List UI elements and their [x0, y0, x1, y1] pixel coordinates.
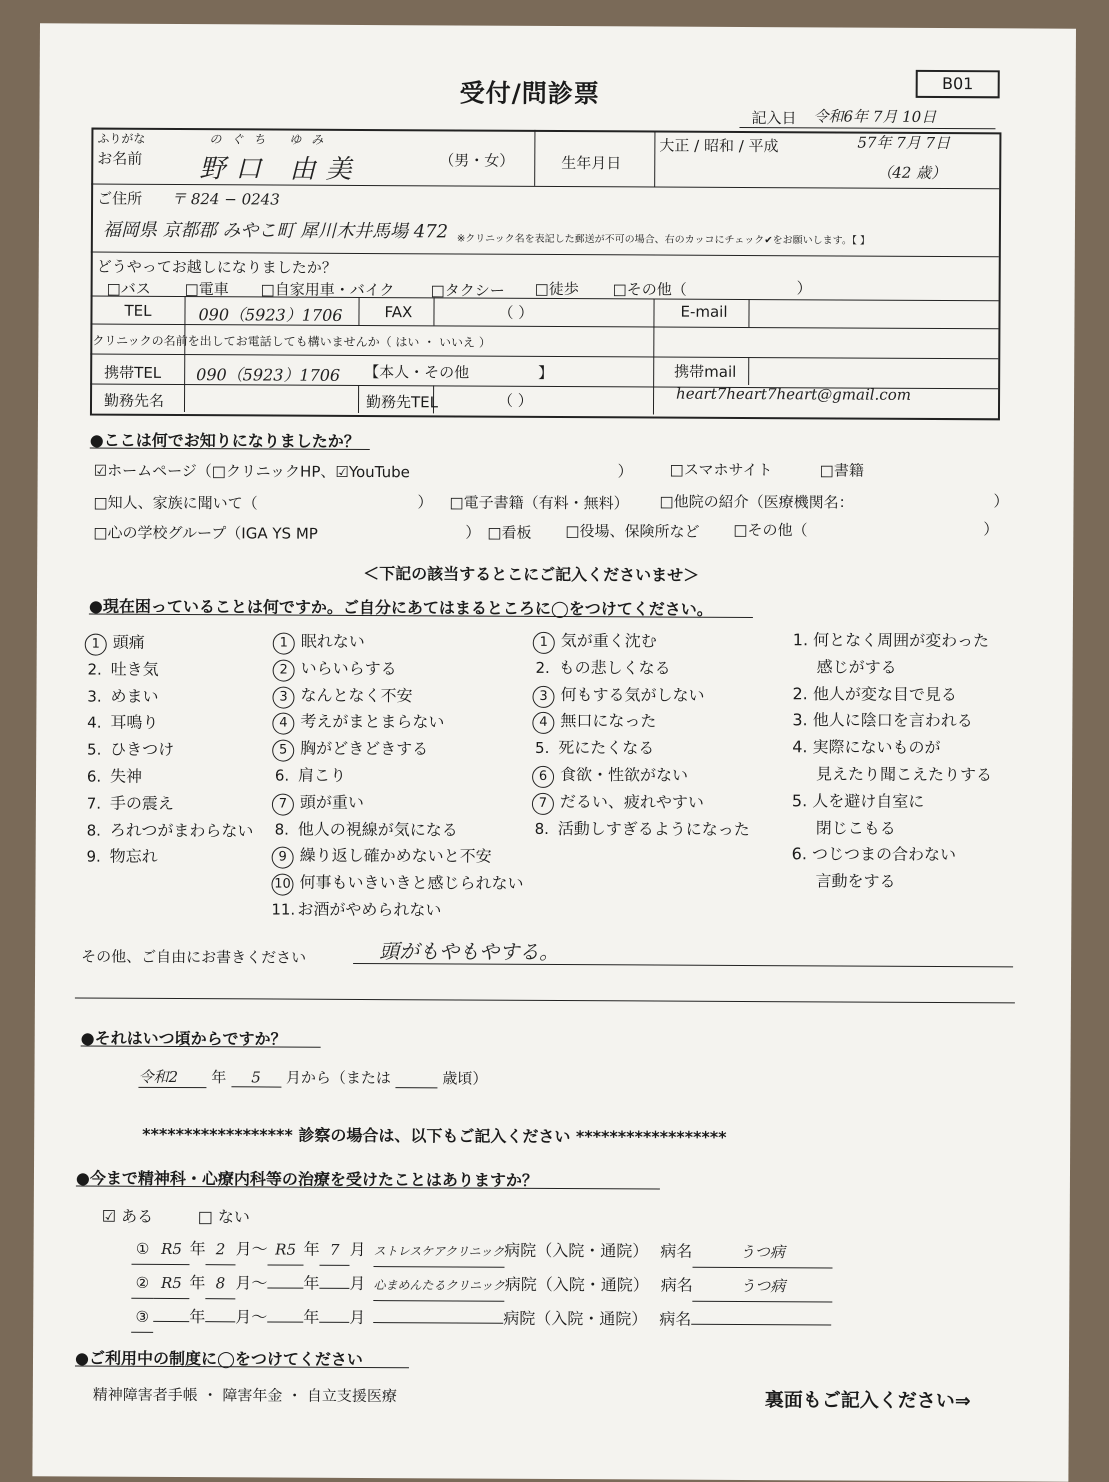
symptom-item[interactable] [272, 709, 524, 737]
symptom-number: 1 [273, 633, 295, 655]
furigana-label: ふりがな [97, 131, 146, 146]
treatment-dis[interactable]: うつ病 [692, 1237, 832, 1269]
symptom-number: 3 [272, 686, 294, 708]
entry-date: 令和6年 7月 10日 [813, 107, 937, 126]
symptom-label: 何もする気がしない [560, 684, 705, 705]
since-heading: ●それはいつ頃からですか？ [80, 1028, 287, 1049]
symptom-label: 頭痛 [112, 632, 145, 652]
symptom-label: もの悲しくなる [558, 657, 671, 678]
symptom-item[interactable] [532, 762, 750, 790]
treatment-no[interactable]: □ ない [197, 1207, 251, 1227]
symptom-label: だるい、疲れやすい [559, 791, 705, 812]
source-ebook[interactable]: □電子書籍（有料・無料） [449, 493, 629, 513]
source-school-group[interactable]: □心の学校グループ（IGA YS MP [93, 523, 318, 543]
symptom-number: 5 [272, 740, 294, 762]
tel-value: 090（5923）1706 [198, 305, 343, 325]
treatment-history-rows [131, 1234, 833, 1340]
transport-bus[interactable]: □バス [106, 279, 151, 298]
symptom-item[interactable]: 見えたり聞こえたりする [816, 764, 993, 785]
treatment-u-month: 月 [349, 1239, 366, 1260]
symptom-item[interactable] [84, 844, 254, 872]
birth-date: 57年 7月 7日 [857, 133, 951, 153]
fax-value: （ ） [498, 303, 534, 322]
treatment-u-month-from: 月〜 [235, 1239, 268, 1259]
symptom-label: 吐き気 [110, 659, 159, 679]
treatment-to-y[interactable] [267, 1321, 303, 1322]
treatment-hosp[interactable]: ストレスケアクリニック [374, 1236, 505, 1268]
symptom-number: 7 [532, 793, 554, 815]
symptom-label: 物忘れ [109, 847, 158, 867]
source-smartphone[interactable]: □スマホサイト [669, 460, 773, 480]
back-side-note: 裏面もご記入ください⇒ [764, 1389, 971, 1413]
symptoms-heading: ●現在困っていることは何ですか。ご自分にあてはまるところに◯をつけてください。 [88, 596, 713, 619]
symptom-label: いらいらする [300, 658, 397, 678]
symptom-number: 9. [86, 847, 101, 866]
call-permission: クリニックの名前を出してお電話しても構いませんか（ はい ・ いいえ ） [92, 333, 491, 350]
work-label: 勤務先名 [103, 391, 165, 410]
fax-label: FAX [384, 303, 413, 322]
treatment-row [131, 1234, 833, 1272]
symptom-item[interactable] [272, 762, 524, 790]
depression-symptoms-list [532, 628, 751, 844]
treatment-from-y[interactable]: R5 [154, 1234, 190, 1265]
transport-walk[interactable]: □徒歩 [534, 279, 579, 299]
symptom-item[interactable] [85, 656, 255, 684]
email-label: E-mail [680, 302, 728, 321]
source-school-group-close: ） [465, 523, 481, 542]
treatment-dis-label: 病名 [659, 1309, 692, 1329]
symptom-number: 5. [535, 739, 550, 758]
sex-field: （男・女） [439, 151, 515, 170]
symptom-item[interactable] [533, 628, 751, 656]
source-referral[interactable]: □他院の紹介（医療機関名： [659, 492, 854, 512]
symptom-number: 4 [272, 713, 294, 735]
symptom-item[interactable] [273, 655, 525, 683]
treatment-from-y[interactable]: R5 [153, 1268, 189, 1299]
since-month: 5 [231, 1068, 281, 1087]
symptom-item[interactable] [84, 764, 254, 792]
symptom-label: 食欲・性欲がない [560, 765, 689, 785]
symptom-item[interactable] [85, 630, 255, 658]
symptom-label: 肩こり [298, 765, 347, 785]
symptom-number: 5. [87, 740, 102, 759]
symptom-label: めまい [110, 686, 159, 706]
symptom-item[interactable] [84, 683, 254, 711]
address-label: ご住所 [97, 189, 143, 208]
system-options[interactable]: 精神障害者手帳 ・ 障害年金 ・ 自立支援医療 [92, 1385, 397, 1406]
mobile-mail-label: 携帯mail [674, 362, 737, 381]
transport-train[interactable]: □電車 [184, 280, 229, 299]
symptom-item[interactable]: 言動をする [815, 871, 896, 891]
transport-car[interactable]: □自家用車・バイク [260, 280, 395, 300]
symptom-item[interactable]: 4. 実際にないものが [792, 737, 941, 758]
age-value: （42 歳） [877, 163, 947, 183]
treatment-from-m[interactable]: 8 [205, 1268, 235, 1299]
source-other[interactable]: □その他（ [733, 520, 808, 540]
treatment-u-year: 年 [303, 1273, 320, 1293]
symptom-number: 1 [85, 634, 107, 656]
symptom-item[interactable]: 3. 他人に陰口を言われる [792, 710, 973, 731]
source-acquaintance[interactable]: □知人、家族に聞いて（ [93, 493, 258, 513]
symptom-label: 他人の視線が気になる [297, 819, 458, 840]
since-era-year: 令和2 [138, 1066, 206, 1088]
symptom-number: 4 [532, 712, 554, 734]
symptom-item[interactable] [272, 736, 524, 764]
birth-era: 大正 / 昭和 / 平成 [659, 136, 779, 156]
perception-symptoms-list [791, 627, 992, 896]
symptom-item[interactable] [84, 737, 254, 765]
treatment-to-y[interactable]: R5 [268, 1234, 304, 1265]
symptom-label: お酒がやめられない [297, 899, 442, 920]
treatment-u-month: 月 [349, 1307, 366, 1328]
work-tel-label: 勤務先TEL [365, 393, 439, 412]
treatment-hosp-suffix: 病院 [504, 1240, 537, 1260]
symptom-item[interactable] [271, 896, 523, 924]
source-homepage[interactable]: ☑ホームページ（□クリニックHP、☑YouTube [93, 461, 410, 482]
symptom-number: 8. [274, 820, 289, 839]
treatment-hosp[interactable] [373, 1322, 503, 1324]
symptom-item[interactable] [272, 789, 524, 817]
symptom-item[interactable] [84, 710, 254, 738]
symptom-number: 3 [532, 685, 554, 707]
mobile-owner-close: 】 [538, 363, 554, 382]
symptom-item[interactable]: 感じがする [816, 657, 897, 677]
mobile-owner: 【本人・その他 [364, 362, 470, 382]
source-other-close: ） [983, 520, 999, 539]
other-free-value: 頭がもやもやする。 [379, 939, 560, 965]
fill-in-banner: ＜下記の該当するとこにご記入くださいませ＞ [363, 563, 700, 585]
address-note: ※クリニック名を表記した郵送が不可の場合、右のカッコにチェック✔をお願いします。【 】 [456, 233, 871, 247]
treatment-row [131, 1302, 833, 1340]
symptom-label: ひきつけ [110, 739, 175, 760]
treatment-to-m[interactable] [319, 1288, 349, 1289]
symptom-number: 10 [271, 874, 293, 896]
symptom-item[interactable] [84, 817, 254, 845]
symptom-label: 胸がどきどきする [300, 738, 429, 759]
source-government[interactable]: □役場、保険所など [565, 522, 700, 541]
symptom-number: 11. [271, 900, 296, 919]
postal-code: 〒 824 − 0243 [171, 189, 280, 209]
treatment-to-m[interactable]: 7 [320, 1235, 350, 1266]
symptom-label: ろれつがまわらない [109, 820, 254, 840]
treatment-u-month: 月 [349, 1273, 366, 1294]
symptom-number: 6 [532, 766, 554, 788]
treatment-to-m[interactable] [319, 1322, 349, 1323]
treatment-u-year: 年 [303, 1239, 320, 1259]
treatment-yes[interactable]: ☑ ある [101, 1206, 154, 1226]
name-value: 野口 由美 [199, 154, 362, 185]
symptom-number: 9 [272, 847, 294, 869]
exam-banner: ****************** 診察の場合は、以下もご記入ください ****************** [142, 1124, 727, 1147]
treatment-from-m[interactable] [205, 1321, 235, 1322]
since-date [138, 1066, 487, 1090]
since-age-unit: 歳頃） [442, 1069, 488, 1088]
symptom-item[interactable] [272, 682, 524, 710]
transport-taxi[interactable]: □タクシー [430, 281, 505, 300]
treatment-hosp-suffix: 病院 [503, 1308, 536, 1328]
name-label: お名前 [97, 149, 143, 168]
since-month-unit: 月から（または [285, 1068, 391, 1088]
symptom-number: 8. [86, 821, 101, 840]
treatment-u-month-from: 月〜 [235, 1307, 268, 1327]
treatment-n: ③ [131, 1302, 153, 1333]
treatment-row [131, 1268, 833, 1306]
entry-date-label: 記入日 [751, 109, 797, 128]
how-know-heading: ●ここは何でお知りになりましたか？ [89, 430, 360, 451]
symptom-number: 2. [87, 660, 102, 679]
mobile-value: 090（5923）1706 [196, 365, 341, 385]
symptom-label: 手の震え [109, 793, 174, 813]
symptom-label: 活動しすぎるようになった [557, 818, 750, 839]
source-book[interactable]: □書籍 [819, 461, 864, 480]
source-referral-close: ） [993, 492, 1009, 511]
symptom-item[interactable] [272, 816, 524, 844]
symptom-item[interactable]: 1. 何となく周囲が変わった [792, 630, 990, 651]
source-signboard[interactable]: □看板 [487, 523, 532, 542]
anxiety-symptoms-list [271, 629, 525, 925]
physical-symptoms-list [84, 630, 255, 872]
transport-other[interactable]: □その他（ [612, 280, 687, 299]
how-came-label: どうやってお越しになりましたか？ [96, 257, 337, 277]
treatment-from-m[interactable]: 2 [206, 1234, 236, 1265]
symptom-item[interactable]: 2. 他人が変な目で見る [792, 683, 957, 704]
other-free-label: その他、ご自由にお書きください [81, 947, 307, 967]
symptom-label: 無口になった [560, 711, 657, 731]
mobile-label: 携帯TEL [104, 363, 162, 382]
symptom-label: 頭が重い [299, 792, 364, 812]
treatment-n: ② [131, 1268, 153, 1299]
symptom-label: 何事もいきいきと感じられない [299, 872, 524, 894]
treatment-to-y[interactable] [267, 1287, 303, 1288]
treatment-from-y[interactable] [153, 1321, 189, 1322]
treatment-type: （入院・通院） [536, 1274, 649, 1295]
symptom-item[interactable]: 5. 人を避け自室に [791, 791, 925, 811]
symptom-item[interactable] [84, 790, 254, 818]
symptom-number: 6. [86, 767, 102, 786]
symptom-number: 3. [87, 687, 102, 706]
symptom-number: 1 [533, 632, 555, 654]
symptom-label: 繰り返し確かめないと不安 [299, 846, 492, 867]
system-heading: ●ご利用中の制度に◯をつけてください [74, 1348, 363, 1369]
treatment-dis[interactable]: うつ病 [693, 1271, 833, 1303]
treatment-dis-label: 病名 [660, 1275, 693, 1295]
furigana-value: のぐち ゆみ [209, 132, 334, 147]
source-acquaintance-close: ） [417, 493, 433, 512]
treatment-hosp[interactable]: 心まめんたるクリニック [373, 1270, 504, 1302]
symptom-number: 7. [86, 794, 102, 813]
transport-other-close: ） [796, 279, 812, 298]
symptom-number: 8. [534, 819, 550, 838]
symptom-label: 耳鳴り [110, 713, 159, 733]
symptom-label: 失神 [110, 766, 143, 786]
symptom-item[interactable] [532, 708, 750, 736]
source-homepage-close: ） [617, 462, 633, 481]
questionnaire-paper [32, 23, 1076, 1481]
treatment-dis[interactable] [691, 1324, 831, 1326]
treatment-u-month-from: 月〜 [235, 1273, 268, 1293]
symptom-item[interactable] [532, 681, 750, 709]
tel-label: TEL [124, 301, 152, 320]
treatment-hosp-suffix: 病院 [504, 1274, 537, 1294]
mobile-mail-value: heart7heart7heart@gmail.com [676, 384, 912, 404]
treatment-u-year: 年 [189, 1273, 206, 1293]
symptom-label: 気が重く沈む [560, 631, 657, 651]
symptom-label: 死にたくなる [558, 738, 655, 758]
treatment-type: （入院・通院） [536, 1240, 649, 1261]
symptom-item[interactable] [532, 815, 750, 843]
symptom-number: 7 [272, 793, 294, 815]
symptom-label: なんとなく不安 [300, 685, 413, 705]
treatment-n: ① [132, 1234, 154, 1265]
symptom-item[interactable] [273, 629, 525, 657]
symptom-item[interactable] [532, 735, 750, 763]
treatment-dis-label: 病名 [660, 1241, 693, 1261]
symptom-number: 2. [535, 658, 550, 677]
treatment-heading: ●今まで精神科・心療内科等の治療を受けたことはありますか？ [75, 1168, 538, 1190]
treatment-u-year: 年 [189, 1307, 206, 1327]
birth-label: 生年月日 [561, 154, 622, 173]
symptom-item[interactable] [272, 843, 524, 871]
since-year-unit: 年 [211, 1068, 227, 1087]
form-title: 受付/問診票 [459, 78, 600, 109]
symptom-item[interactable] [271, 870, 523, 898]
symptom-item[interactable] [533, 655, 751, 683]
symptom-item[interactable] [532, 789, 750, 817]
work-tel-value: （ ） [497, 391, 533, 410]
treatment-u-year: 年 [189, 1239, 206, 1259]
address-value: 福岡県 京都郡 みやこ町 犀川木井馬場 472 [102, 219, 449, 243]
treatment-type: （入院・通院） [535, 1308, 648, 1329]
symptom-label: 眠れない [300, 631, 365, 651]
symptom-item[interactable]: 閉じこもる [815, 817, 896, 838]
symptom-number: 6. [274, 766, 290, 785]
form-code: B01 [916, 70, 1000, 98]
treatment-u-year: 年 [303, 1307, 320, 1327]
symptom-number: 4. [87, 713, 102, 733]
symptom-label: 考えがまとまらない [300, 712, 445, 732]
symptom-item[interactable]: 6. つじつまの合わない [791, 844, 957, 865]
symptom-number: 2 [273, 659, 295, 681]
